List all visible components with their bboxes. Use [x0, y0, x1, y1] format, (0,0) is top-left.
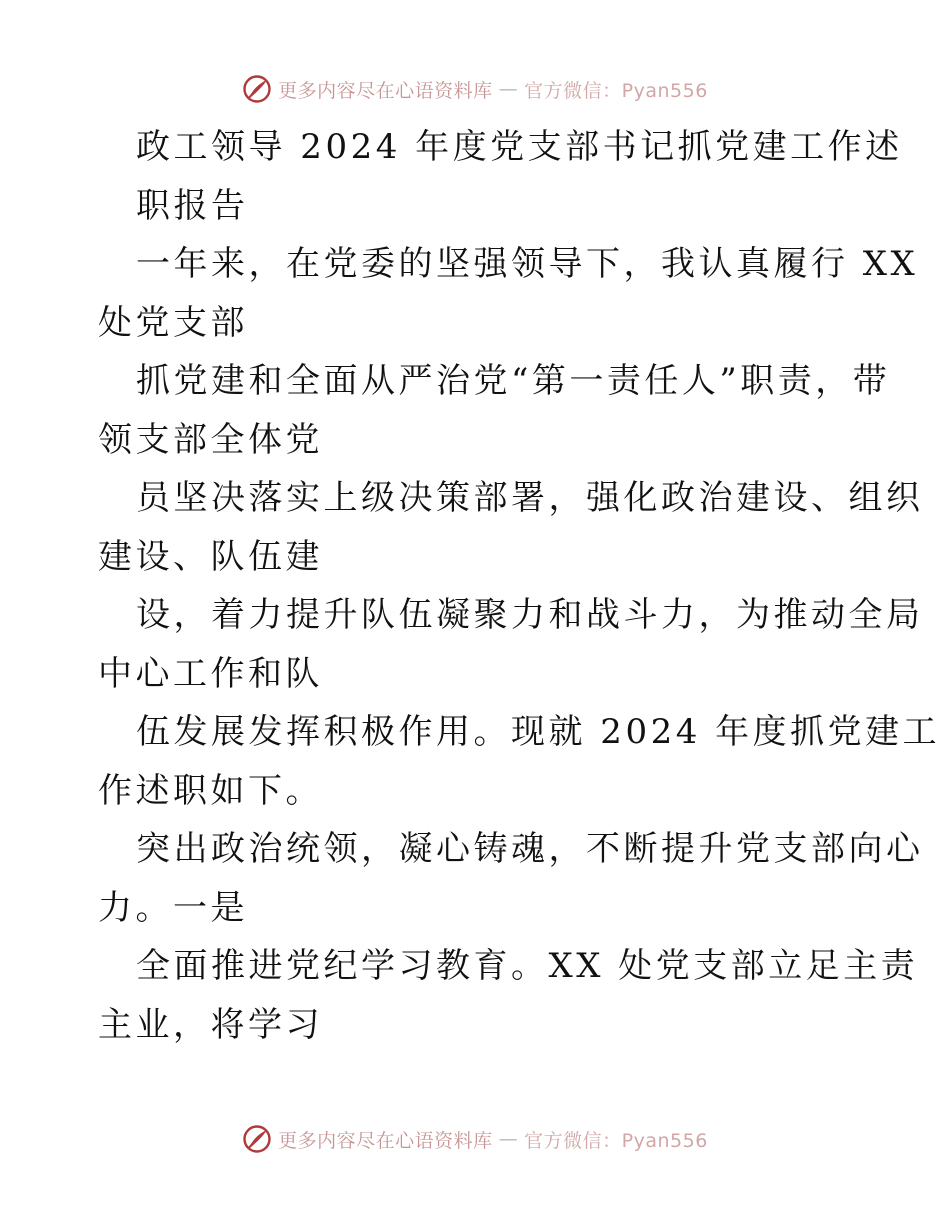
feather-pen-logo-icon [242, 1124, 272, 1154]
header-watermark [0, 74, 950, 104]
document-body [98, 118, 941, 1054]
footer-watermark [0, 1124, 950, 1154]
doc-line: 领支部全体党 [98, 419, 323, 460]
watermark-wechat: 官方微信：Pyan556 [524, 1129, 708, 1152]
doc-line: 设，着力提升队伍凝聚力和战斗力，为推动全局 [136, 595, 924, 635]
watermark-text: 更多内容尽在心语资料库 [278, 79, 493, 102]
watermark-wechat: 官方微信：Pyan556 [524, 79, 708, 102]
doc-line: 作述职如下。 [98, 770, 323, 811]
doc-line: 力。一是 [98, 887, 248, 928]
watermark-text: 更多内容尽在心语资料库 [278, 1129, 493, 1152]
doc-line: 建设、队伍建 [98, 536, 323, 577]
doc-line: 一年来，在党委的坚强领导下，我认真履行 XX [136, 244, 919, 284]
doc-line: 中心工作和队 [98, 653, 323, 694]
doc-line: 突出政治统领，凝心铸魂，不断提升党支部向心 [136, 829, 924, 869]
doc-line: 政工领导 2024 年度党支部书记抓党建工作述 [136, 127, 903, 167]
doc-line: 员坚决落实上级决策部署，强化政治建设、组织 [136, 478, 924, 518]
doc-line: 伍发展发挥积极作用。现就 2024 年度抓党建工 [136, 712, 941, 752]
watermark-dash: — [498, 1128, 519, 1150]
doc-line: 抓党建和全面从严治党“第一责任人”职责，带 [136, 361, 891, 401]
doc-line: 处党支部 [98, 302, 248, 343]
feather-pen-logo-icon [242, 74, 272, 104]
doc-line: 职报告 [136, 185, 249, 226]
watermark-dash: — [498, 78, 519, 100]
doc-line: 全面推进党纪学习教育。XX 处党支部立足主责 [136, 946, 919, 986]
doc-line: 主业，将学习 [98, 1004, 323, 1045]
